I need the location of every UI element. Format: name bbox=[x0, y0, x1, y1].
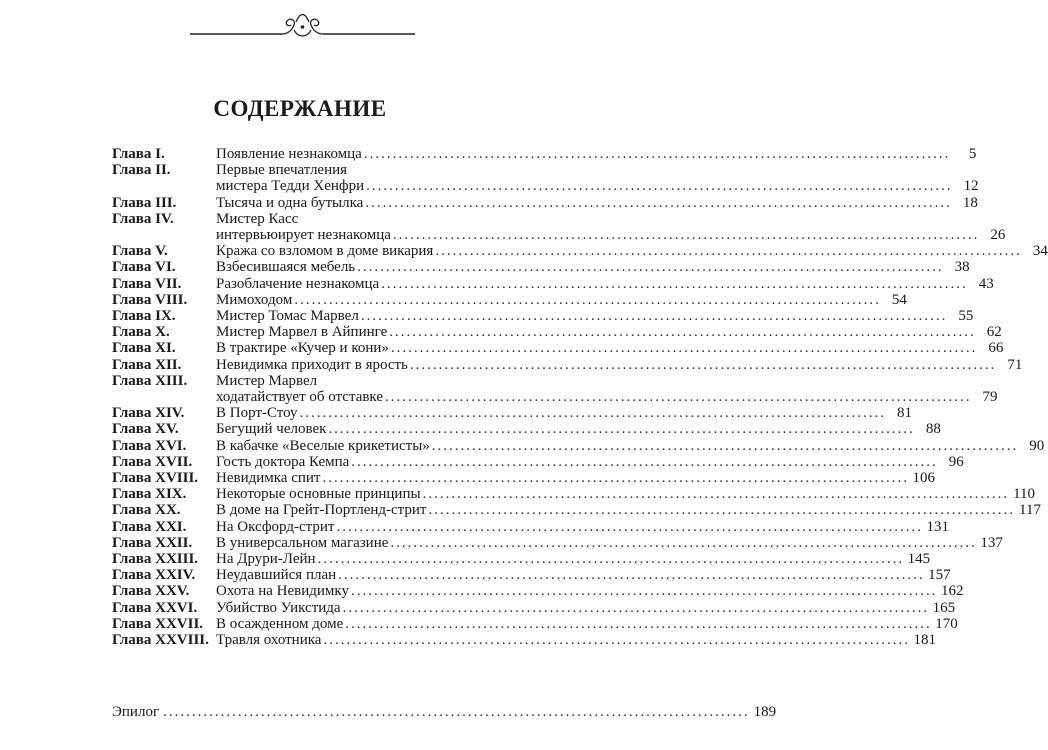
chapter-title-text: Мистер Марвел bbox=[216, 372, 318, 389]
chapter-entry bbox=[216, 454, 964, 470]
toc-row[interactable] bbox=[112, 340, 1004, 357]
table-of-contents bbox=[112, 146, 1048, 649]
toc-row[interactable] bbox=[112, 470, 935, 487]
chapter-number: Глава XXVIII. bbox=[112, 632, 209, 649]
chapter-number: Глава XVIII. bbox=[112, 470, 199, 487]
leader-dots bbox=[336, 519, 923, 535]
page-number: 96 bbox=[948, 453, 964, 470]
chapter-title-line bbox=[216, 454, 964, 470]
chapter-number: Глава IX. bbox=[112, 308, 176, 325]
chapter-number: Глава XIV. bbox=[112, 405, 185, 422]
page-number: 110 bbox=[1013, 486, 1036, 503]
leader-dots bbox=[381, 276, 968, 292]
page-number: 145 bbox=[907, 551, 931, 568]
chapter-entry bbox=[216, 324, 1002, 340]
toc-row[interactable] bbox=[112, 243, 1048, 260]
chapter-title-line bbox=[216, 211, 1005, 227]
toc-row[interactable] bbox=[112, 632, 936, 649]
chapter-entry bbox=[216, 276, 994, 292]
chapter-number: Глава XXIII. bbox=[112, 551, 199, 568]
page-number: 117 bbox=[1019, 502, 1041, 519]
chapter-title-text: интервьюирует незнакомца bbox=[216, 227, 391, 244]
leader-dots bbox=[389, 324, 976, 340]
chapter-number: Глава XIII. bbox=[112, 372, 188, 389]
toc-row[interactable] bbox=[112, 421, 941, 438]
leader-dots bbox=[365, 195, 952, 211]
page-title: СОДЕРЖАНИЕ bbox=[213, 96, 387, 121]
page-number: 106 bbox=[912, 470, 935, 487]
leader-dots bbox=[345, 616, 932, 632]
chapter-title-text: В универсальном магазине bbox=[216, 534, 389, 551]
chapter-title-line bbox=[216, 357, 1022, 373]
chapter-title-text: В Порт-Стоу bbox=[216, 405, 298, 422]
chapter-title-line bbox=[216, 551, 930, 567]
page-number: 165 bbox=[932, 599, 956, 616]
page-number: 79 bbox=[982, 389, 998, 406]
chapter-title-line bbox=[216, 519, 949, 535]
leader-dots bbox=[294, 292, 881, 308]
page-number: 26 bbox=[990, 227, 1006, 244]
chapter-number: Глава VII. bbox=[112, 275, 182, 292]
chapter-entry bbox=[216, 502, 1041, 518]
chapter-title-text: мистера Тедди Хенфри bbox=[216, 178, 365, 195]
toc-row[interactable] bbox=[112, 615, 958, 632]
chapter-entry bbox=[216, 567, 951, 583]
chapter-title-text: Некоторые основные принципы bbox=[216, 486, 421, 503]
chapter-entry bbox=[216, 583, 963, 599]
chapter-entry bbox=[216, 421, 941, 437]
chapter-entry bbox=[216, 616, 958, 632]
chapter-title-line bbox=[216, 486, 1035, 502]
page-number: 55 bbox=[958, 308, 974, 325]
toc-row[interactable] bbox=[112, 372, 998, 406]
chapter-title-text: Взбесившаяся мебель bbox=[216, 259, 356, 276]
toc-row[interactable] bbox=[112, 210, 1006, 244]
page-number: 131 bbox=[926, 518, 949, 535]
chapter-entry bbox=[216, 535, 1003, 551]
leader-dots bbox=[323, 632, 910, 648]
chapter-title-text: Мистер Томас Марвел bbox=[216, 308, 359, 325]
leader-dots bbox=[391, 340, 978, 356]
toc-row[interactable] bbox=[112, 291, 907, 308]
chapter-entry bbox=[216, 519, 949, 535]
leader-dots bbox=[410, 357, 997, 373]
page-number: 137 bbox=[980, 534, 1003, 551]
chapter-title-text: Невидимка спит bbox=[216, 470, 321, 487]
chapter-number: Глава XXIV. bbox=[112, 567, 196, 584]
chapter-entry bbox=[216, 162, 979, 194]
chapter-number: Глава XXII. bbox=[112, 534, 193, 551]
chapter-title-text: Мистер Касс bbox=[216, 210, 299, 227]
chapter-title-line bbox=[216, 502, 1041, 518]
chapter-title-text: На Друри-Лейн bbox=[216, 551, 316, 568]
chapter-title-text: Охота на Невидимку bbox=[216, 583, 349, 600]
toc-row[interactable] bbox=[112, 275, 994, 292]
chapter-title-line bbox=[216, 259, 970, 275]
page-number: 90 bbox=[1029, 437, 1045, 454]
chapter-title-line bbox=[216, 243, 1048, 259]
toc-row[interactable] bbox=[112, 502, 1041, 519]
chapter-title-line bbox=[216, 308, 973, 324]
toc-row[interactable] bbox=[112, 486, 1036, 503]
page-number: 18 bbox=[962, 194, 978, 211]
chapter-entry bbox=[216, 486, 1035, 502]
chapter-number: Глава XV. bbox=[112, 421, 179, 438]
toc-row[interactable] bbox=[112, 551, 931, 568]
chapter-title-line bbox=[216, 583, 963, 599]
chapter-entry bbox=[216, 357, 1022, 373]
leader-dots bbox=[423, 486, 1010, 502]
chapter-entry bbox=[216, 600, 955, 616]
chapter-number: Глава IV. bbox=[112, 210, 174, 227]
leader-dots bbox=[338, 567, 925, 583]
chapter-title-line bbox=[216, 470, 935, 486]
chapter-number: Глава XXI. bbox=[112, 518, 187, 535]
chapter-entry bbox=[216, 259, 970, 275]
chapter-title-line bbox=[216, 324, 1002, 340]
chapter-entry bbox=[216, 373, 998, 405]
chapter-title-text: Появление незнакомца bbox=[216, 146, 362, 162]
chapter-title-line bbox=[216, 438, 1044, 454]
toc-row[interactable] bbox=[112, 356, 1023, 373]
leader-dots bbox=[385, 389, 972, 405]
leader-dots bbox=[361, 308, 948, 324]
chapter-title-line bbox=[216, 178, 979, 194]
page-number: 66 bbox=[988, 340, 1004, 357]
chapter-title-text: Кража со взломом в доме викария bbox=[216, 243, 434, 260]
chapter-title-line bbox=[216, 567, 951, 583]
toc-row[interactable] bbox=[112, 194, 978, 211]
chapter-number: Глава XVI. bbox=[112, 437, 187, 454]
toc-row[interactable] bbox=[112, 405, 913, 422]
epilog-label: Эпилог bbox=[112, 704, 160, 720]
chapter-entry bbox=[216, 470, 935, 486]
chapter-number: Глава XVII. bbox=[112, 453, 193, 470]
chapter-number: Глава VI. bbox=[112, 259, 176, 276]
chapter-title-text: Неудавшийся план bbox=[216, 567, 337, 584]
leader-dots bbox=[343, 600, 930, 616]
chapter-title-text: Травля охотника bbox=[216, 632, 322, 649]
chapter-number: Глава XXVII. bbox=[112, 615, 204, 632]
chapter-title-line bbox=[216, 616, 958, 632]
page-number: 12 bbox=[963, 178, 979, 195]
chapter-entry bbox=[216, 438, 1044, 454]
leader-dots bbox=[429, 502, 1016, 518]
chapter-title-text: В доме на Грейт-Портленд-стрит bbox=[216, 502, 427, 519]
chapter-entry bbox=[216, 551, 930, 567]
chapter-entry bbox=[216, 243, 1048, 259]
page-number: 34 bbox=[1032, 243, 1048, 260]
page-number: 71 bbox=[1007, 356, 1023, 373]
chapter-number: Глава II. bbox=[112, 162, 171, 179]
toc-row[interactable] bbox=[112, 567, 951, 584]
toc-row[interactable] bbox=[112, 162, 979, 195]
leader-dots bbox=[163, 704, 750, 721]
chapter-number: Глава VIII. bbox=[112, 291, 188, 308]
toc-row[interactable] bbox=[112, 583, 964, 600]
leader-dots bbox=[351, 454, 938, 470]
chapter-title-line bbox=[216, 535, 1003, 551]
page-number: 181 bbox=[913, 632, 936, 649]
chapter-title-line bbox=[216, 389, 998, 405]
chapter-title-text: Гость доктора Кемпа bbox=[216, 453, 350, 470]
epilog-page: 189 bbox=[753, 704, 777, 720]
page-number: 38 bbox=[954, 259, 970, 276]
chapter-title-line bbox=[216, 373, 998, 389]
chapter-number: Глава XI. bbox=[112, 340, 176, 357]
toc-row[interactable] bbox=[112, 308, 974, 325]
leader-dots bbox=[351, 583, 938, 599]
chapter-title-text: В трактире «Кучер и кони» bbox=[216, 340, 389, 357]
toc-row[interactable] bbox=[112, 437, 1045, 454]
chapter-entry bbox=[216, 308, 973, 324]
chapter-title-text: На Оксфорд-стрит bbox=[216, 518, 335, 535]
chapter-number: Глава XXVI. bbox=[112, 599, 198, 616]
chapter-entry bbox=[216, 405, 912, 421]
leader-dots bbox=[364, 146, 951, 162]
toc-row[interactable] bbox=[112, 599, 956, 616]
leader-dots bbox=[323, 470, 910, 486]
leader-dots bbox=[393, 227, 980, 243]
chapter-title-text: В осажденном доме bbox=[216, 615, 344, 632]
chapter-title-text: Первые впечатления bbox=[216, 162, 348, 179]
chapter-title-line bbox=[216, 421, 941, 437]
chapter-title-line bbox=[216, 405, 912, 421]
leader-dots bbox=[328, 421, 915, 437]
leader-dots bbox=[435, 243, 1022, 259]
toc-row[interactable] bbox=[112, 259, 970, 276]
chapter-number: Глава XXV. bbox=[112, 583, 190, 600]
chapter-entry bbox=[216, 211, 1005, 243]
page-number: 62 bbox=[986, 324, 1002, 341]
toc-row[interactable] bbox=[112, 146, 977, 162]
chapter-entry bbox=[216, 340, 1003, 356]
leader-dots bbox=[366, 178, 953, 194]
page-number: 88 bbox=[925, 421, 941, 438]
page-number: 157 bbox=[928, 567, 951, 584]
page-number: 43 bbox=[978, 275, 994, 292]
leader-dots bbox=[300, 405, 887, 421]
page-number: 162 bbox=[940, 583, 964, 600]
chapter-title-line bbox=[216, 292, 907, 308]
chapter-title-line bbox=[216, 340, 1003, 356]
chapter-title-line bbox=[216, 195, 978, 211]
epilog-entry[interactable] bbox=[112, 704, 777, 721]
leader-dots bbox=[390, 535, 977, 551]
chapter-number: Глава I. bbox=[112, 146, 165, 162]
chapter-title-line bbox=[216, 146, 976, 162]
chapter-number: Глава X. bbox=[112, 324, 170, 341]
chapter-title-text: Убийство Уикстида bbox=[216, 599, 341, 616]
page-number: 170 bbox=[935, 615, 958, 632]
chapter-title-text: Мистер Марвел в Айпинге bbox=[216, 324, 388, 341]
chapter-title-line bbox=[216, 276, 994, 292]
chapter-title-text: Мимоходом bbox=[216, 291, 293, 308]
chapter-number: Глава XX. bbox=[112, 502, 181, 519]
chapter-entry bbox=[216, 632, 936, 648]
header-ornament-icon bbox=[190, 8, 415, 48]
leader-dots bbox=[432, 438, 1019, 454]
toc-row[interactable] bbox=[112, 324, 1002, 341]
toc-row[interactable] bbox=[112, 518, 949, 535]
leader-dots bbox=[357, 259, 944, 275]
chapter-entry bbox=[216, 146, 976, 162]
leader-dots bbox=[318, 551, 905, 567]
chapter-number: Глава III. bbox=[112, 194, 177, 211]
chapter-number: Глава V. bbox=[112, 243, 168, 260]
page-number: 81 bbox=[897, 405, 913, 422]
chapter-title-line bbox=[216, 600, 955, 616]
page-number: 54 bbox=[891, 291, 907, 308]
chapter-entry bbox=[216, 195, 978, 211]
chapter-title-text: Разоблачение незнакомца bbox=[216, 275, 380, 292]
chapter-title-text: В кабачке «Веселые крикетисты» bbox=[216, 437, 430, 454]
chapter-entry bbox=[216, 292, 907, 308]
toc-row[interactable] bbox=[112, 534, 1003, 551]
page-number: 5 bbox=[968, 146, 977, 162]
chapter-title-text: ходатайствует об отставке bbox=[216, 389, 383, 406]
chapter-title-text: Тысяча и одна бутылка bbox=[216, 194, 364, 211]
chapter-number: Глава XII. bbox=[112, 356, 182, 373]
toc-row[interactable] bbox=[112, 453, 964, 470]
chapter-title-text: Бегущий человек bbox=[216, 421, 327, 438]
chapter-title-line bbox=[216, 162, 979, 178]
chapter-number: Глава XIX. bbox=[112, 486, 187, 503]
chapter-title-line bbox=[216, 632, 936, 648]
chapter-title-line bbox=[216, 227, 1005, 243]
chapter-title-text: Невидимка приходит в ярость bbox=[216, 356, 408, 373]
